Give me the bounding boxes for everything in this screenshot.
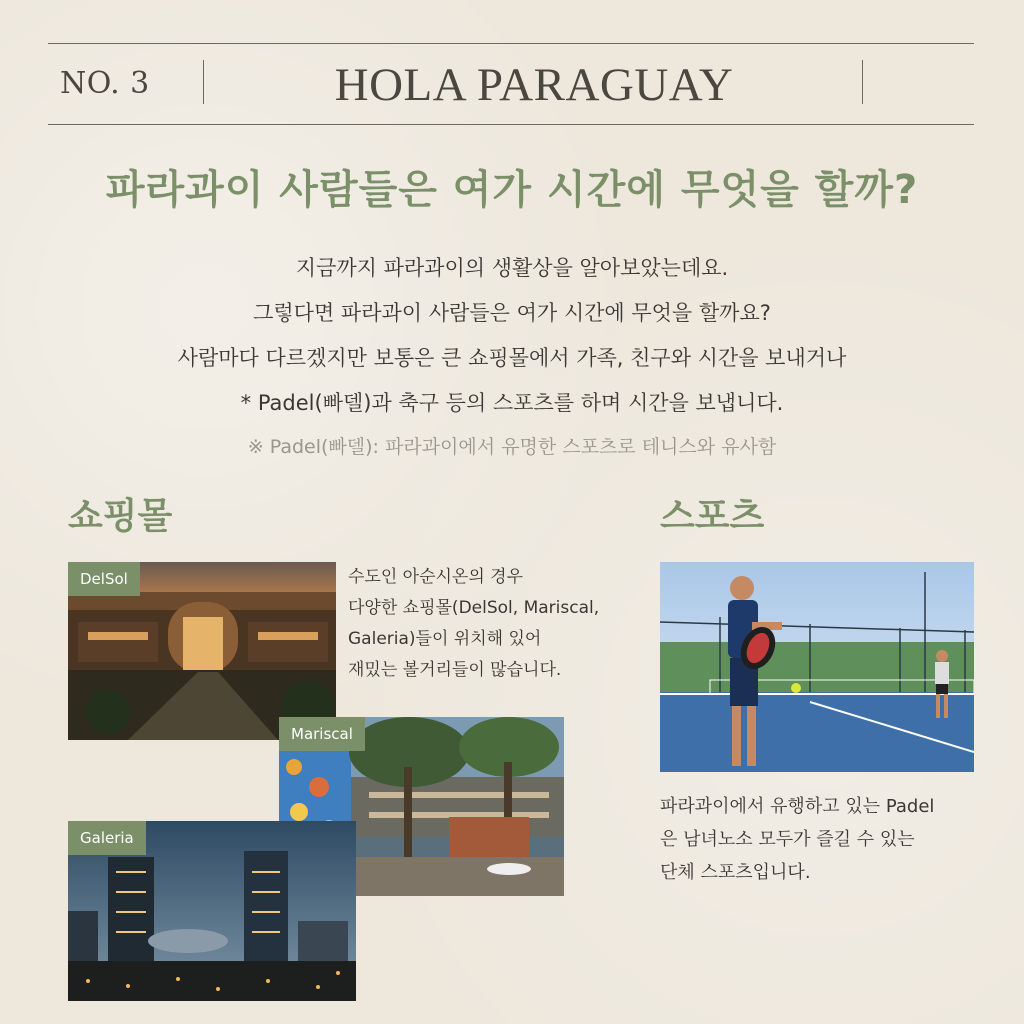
galeria-label: Galeria [68, 821, 146, 855]
padel-footnote: ※ Padel(빠델): 파라과이에서 유명한 스포츠로 테니스와 유사함 [247, 436, 777, 458]
mall-text-line: Galeria)들이 위치해 있어 [348, 629, 542, 649]
page-headline: 파라과이 사람들은 여가 시간에 무엇을 할까? [105, 167, 919, 213]
intro-line: 사람마다 다르겠지만 보통은 큰 쇼핑몰에서 가족, 친구와 시간을 보내거나 [177, 346, 847, 370]
intro-line: 지금까지 파라과이의 생활상을 알아보았는데요. [295, 256, 729, 280]
sport-text-line: 단체 스포츠입니다. [660, 862, 811, 883]
mall-text-line: 다양한 쇼핑몰(DelSol, Mariscal, [348, 598, 600, 618]
sports-section-title: 스포츠 [660, 496, 765, 537]
mall-description [348, 562, 628, 686]
galeria-mall-photo [68, 821, 356, 1001]
padel-photo [660, 562, 974, 772]
delsol-label: DelSol [68, 562, 140, 596]
intro-line: 그렇다면 파라과이 사람들은 여가 시간에 무엇을 할까요? [253, 301, 771, 325]
sport-text-line: 파라과이에서 유행하고 있는 Padel [660, 796, 935, 817]
delsol-mall-photo [68, 562, 336, 740]
mall-text-line: 수도인 아순시온의 경우 [348, 567, 524, 587]
padel-court-image [660, 562, 974, 772]
mall-text-line: 재밌는 볼거리들이 많습니다. [348, 660, 562, 680]
intro-line: * Padel(빠델)과 축구 등의 스포츠를 하며 시간을 보냅니다. [240, 391, 784, 415]
magazine-title: HOLA PARAGUAY [334, 59, 734, 111]
sports-description [660, 790, 980, 889]
header-bottom-rule [48, 124, 974, 125]
mariscal-label: Mariscal [279, 717, 365, 751]
header-top-rule [48, 43, 974, 44]
sport-text-line: 은 남녀노소 모두가 즐길 수 있는 [660, 829, 915, 850]
issue-number: NO. 3 [60, 66, 150, 101]
intro-paragraph [100, 246, 924, 426]
mall-section-title: 쇼핑몰 [68, 496, 173, 537]
